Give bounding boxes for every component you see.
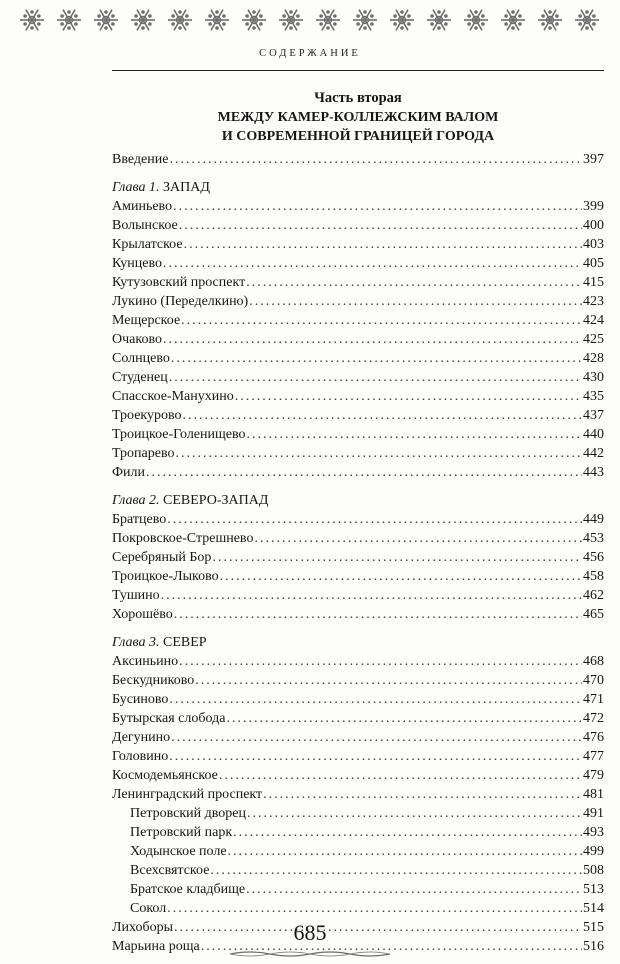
toc-entry-label: Дегунино	[112, 730, 171, 745]
toc-entry-label: Очаково	[112, 332, 162, 347]
dot-leader	[179, 652, 582, 671]
dot-leader	[247, 425, 582, 444]
dot-leader	[263, 785, 582, 804]
toc-entry	[112, 586, 604, 605]
toc-entry-page: 481	[583, 787, 604, 802]
toc-entry-label: Братское кладбище	[130, 882, 246, 897]
part-title-line-2: И СОВРЕМЕННОЙ ГРАНИЦЕЙ ГОРОДА	[221, 129, 495, 144]
toc-entry	[112, 728, 604, 747]
chapter-heading	[112, 491, 604, 510]
toc-entry	[112, 235, 604, 254]
toc-entry-page: 397	[583, 152, 604, 167]
toc-entry-label: Волынское	[112, 218, 178, 233]
toc-entry	[112, 330, 604, 349]
toc-entry-label: Лукино (Переделкино)	[112, 294, 249, 309]
toc-entry	[112, 273, 604, 292]
dot-leader	[183, 406, 582, 425]
dot-leader	[171, 349, 582, 368]
toc-entry-page: 403	[583, 237, 604, 252]
toc-entry	[112, 747, 604, 766]
toc-entry-page: 491	[583, 806, 604, 821]
toc-entry-label: Тушино	[112, 588, 160, 603]
toc-entry	[112, 690, 604, 709]
dot-leader	[212, 548, 582, 567]
ornament-motif	[57, 10, 81, 31]
toc-entry-label: Спасское-Манухино	[112, 389, 234, 404]
toc-entry-page: 453	[583, 531, 604, 546]
dot-leader	[179, 216, 582, 235]
header-rule	[112, 70, 604, 71]
ornament-motif	[279, 10, 303, 31]
ornament-motif	[316, 10, 340, 31]
toc-entry	[112, 254, 604, 273]
part-title-line-1: МЕЖДУ КАМЕР-КОЛЛЕЖСКИМ ВАЛОМ	[217, 110, 499, 125]
toc-entry-page: 477	[583, 749, 604, 764]
dot-leader	[228, 842, 582, 861]
dot-leader	[167, 899, 582, 918]
toc-entry-page: 442	[583, 446, 604, 461]
toc-entry-page: 435	[583, 389, 604, 404]
toc-entry-page: 468	[583, 654, 604, 669]
toc-entry	[112, 548, 604, 567]
toc-entry-page: 493	[583, 825, 604, 840]
toc-entry-label: Головино	[112, 749, 169, 764]
toc-entry-page: 479	[583, 768, 604, 783]
toc-entry-page: 513	[583, 882, 604, 897]
toc-entry-label: Введение	[112, 152, 169, 167]
toc-entry-label: Аксиньино	[112, 654, 179, 669]
toc-entry	[112, 785, 604, 804]
toc-entry	[112, 652, 604, 671]
toc-entry-label: Петровский дворец	[130, 806, 246, 821]
dot-leader	[169, 150, 582, 169]
toc-entry-label: Серебряный Бор	[112, 550, 212, 565]
ornament-motif	[575, 10, 599, 31]
toc-entry	[112, 216, 604, 235]
dot-leader	[163, 254, 582, 273]
chapter-heading	[112, 178, 604, 197]
ornament-motif	[501, 10, 525, 31]
dot-leader	[181, 311, 582, 330]
chapter-name: СЕВЕРО-ЗАПАД	[162, 493, 269, 508]
ornament-motif	[538, 10, 562, 31]
toc-entry-page: 516	[583, 939, 604, 954]
ornament-motif	[464, 10, 488, 31]
chapter-name: СЕВЕР	[162, 635, 207, 650]
toc-entry	[112, 766, 604, 785]
dot-leader	[233, 823, 582, 842]
toc-entry-page: 515	[583, 920, 604, 935]
toc-entry-page: 423	[583, 294, 604, 309]
toc-entry-intro	[112, 150, 604, 169]
ornament-motif	[168, 10, 192, 31]
toc-entry	[112, 605, 604, 624]
toc-entry-label: Кунцево	[112, 256, 162, 271]
toc-entry-label: Тропарево	[112, 446, 175, 461]
toc-entry-page: 430	[583, 370, 604, 385]
toc-entry-page: 462	[583, 588, 604, 603]
toc-entry-page: 443	[583, 465, 604, 480]
dot-leader	[169, 747, 582, 766]
toc-entry-label: Марьина роща	[112, 939, 200, 954]
toc-subentry	[112, 861, 604, 880]
chapter-label: Глава 3.	[112, 635, 160, 650]
dot-leader	[171, 728, 582, 747]
ornament-motif	[94, 10, 118, 31]
dot-leader	[210, 861, 582, 880]
toc-entry-label: Ходынское поле	[130, 844, 227, 859]
toc-entry-page: 399	[583, 199, 604, 214]
dot-leader	[254, 529, 582, 548]
chapter-heading	[112, 633, 604, 652]
chapter-name: ЗАПАД	[162, 180, 210, 195]
toc-entry-page: 470	[583, 673, 604, 688]
toc-entry	[112, 444, 604, 463]
dot-leader	[184, 235, 582, 254]
toc-entry-label: Ленинградский проспект	[112, 787, 263, 802]
toc-entry	[112, 529, 604, 548]
dot-leader	[226, 709, 582, 728]
toc-entry	[112, 292, 604, 311]
dot-leader	[174, 605, 582, 624]
toc-entry-page: 424	[583, 313, 604, 328]
toc-entry-page: 458	[583, 569, 604, 584]
dot-leader	[167, 510, 582, 529]
toc-subentry	[112, 899, 604, 918]
toc-entry-page: 428	[583, 351, 604, 366]
dot-leader	[235, 387, 582, 406]
toc-entry	[112, 368, 604, 387]
toc-entry-page: 476	[583, 730, 604, 745]
dot-leader	[161, 586, 582, 605]
toc-entry-label: Космодемьянское	[112, 768, 218, 783]
toc-entry-page: 437	[583, 408, 604, 423]
chapters	[112, 178, 604, 956]
toc-entry-label: Троицкое-Лыково	[112, 569, 219, 584]
toc-entry-page: 499	[583, 844, 604, 859]
toc-entry-page: 471	[583, 692, 604, 707]
dot-leader	[219, 766, 582, 785]
toc-entry-page: 425	[583, 332, 604, 347]
dot-leader	[246, 880, 582, 899]
toc-entry-label: Бусиново	[112, 692, 169, 707]
toc-entry-label: Троекурово	[112, 408, 182, 423]
toc-entry-label: Братцево	[112, 512, 167, 527]
toc-entry-page: 400	[583, 218, 604, 233]
toc-entry-page: 472	[583, 711, 604, 726]
toc-entry-page: 508	[583, 863, 604, 878]
toc-entry-page: 456	[583, 550, 604, 565]
toc-entry-label: Кутузовский проспект	[112, 275, 246, 290]
toc-entry	[112, 197, 604, 216]
toc-entry	[112, 510, 604, 529]
ornament-motif	[131, 10, 155, 31]
dot-leader	[169, 368, 582, 387]
toc-entry-label: Троицкое-Голенищево	[112, 427, 246, 442]
toc-entry-label: Мещерское	[112, 313, 181, 328]
ornament-motif	[353, 10, 377, 31]
toc-entry-page: 465	[583, 607, 604, 622]
toc-subentry	[112, 842, 604, 861]
dot-leader	[173, 197, 582, 216]
toc-entry	[112, 406, 604, 425]
dot-leader	[246, 273, 582, 292]
dot-leader	[247, 804, 582, 823]
table-of-contents	[112, 150, 604, 956]
toc-entry-label: Бескудниково	[112, 673, 195, 688]
ornament-motif	[242, 10, 266, 31]
footer-ornament	[230, 950, 390, 958]
toc-entry	[112, 425, 604, 444]
dot-leader	[249, 292, 582, 311]
ornament-motif	[390, 10, 414, 31]
toc-subentry	[112, 880, 604, 899]
toc-entry-label: Хорошёво	[112, 607, 173, 622]
toc-entry-label: Покровское-Стрешнево	[112, 531, 254, 546]
toc-entry	[112, 387, 604, 406]
toc-entry-page: 440	[583, 427, 604, 442]
dot-leader	[169, 690, 582, 709]
chapter-label: Глава 1.	[112, 180, 160, 195]
chapter-label: Глава 2.	[112, 493, 160, 508]
toc-entry	[112, 311, 604, 330]
page-number: 685	[293, 920, 327, 945]
toc-entry-label: Крылатское	[112, 237, 183, 252]
toc-entry-page: 405	[583, 256, 604, 271]
toc-subentry	[112, 804, 604, 823]
toc-entry-page: 514	[583, 901, 604, 916]
dot-leader	[175, 444, 582, 463]
part-heading: Часть вторая	[314, 90, 402, 106]
toc-subentry	[112, 823, 604, 842]
part-title	[112, 108, 604, 146]
dot-leader	[220, 567, 582, 586]
toc-entry-label: Сокол	[130, 901, 167, 916]
toc-entry	[112, 463, 604, 482]
toc-entry-label: Лихоборы	[112, 920, 173, 935]
toc-entry-label: Фили	[112, 465, 146, 480]
dot-leader	[146, 463, 582, 482]
toc-entry-page: 449	[583, 512, 604, 527]
toc-entry-label: Бутырская слобода	[112, 711, 226, 726]
toc-entry	[112, 567, 604, 586]
toc-entry-label: Всехсвятское	[130, 863, 210, 878]
toc-entry-label: Аминьево	[112, 199, 173, 214]
toc-entry	[112, 709, 604, 728]
running-header: СОДЕРЖАНИЕ	[259, 48, 361, 59]
toc-entry	[112, 349, 604, 368]
toc-entry-label: Петровский парк	[130, 825, 233, 840]
toc-entry-label: Студенец	[112, 370, 168, 385]
toc-entry-page: 415	[583, 275, 604, 290]
header-ornament	[14, 4, 606, 36]
toc-entry-label: Солнцево	[112, 351, 170, 366]
ornament-motif	[427, 10, 451, 31]
ornament-motif	[20, 10, 44, 31]
dot-leader	[163, 330, 582, 349]
dot-leader	[195, 671, 582, 690]
toc-entry	[112, 671, 604, 690]
ornament-motif	[205, 10, 229, 31]
